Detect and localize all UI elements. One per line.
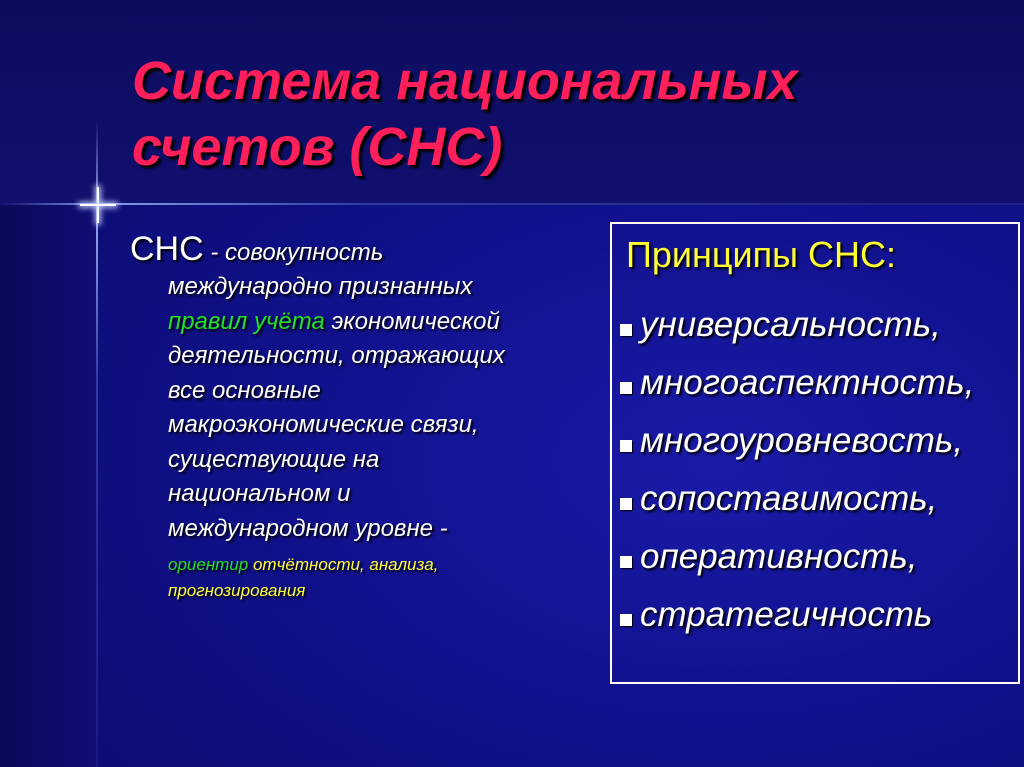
- definition-line: макроэкономические связи,: [168, 411, 479, 438]
- definition-line: деятельности, отражающих: [168, 342, 505, 369]
- definition-block: [130, 232, 600, 604]
- principle-label: многоаспектность,: [640, 363, 975, 402]
- list-item: [620, 586, 974, 644]
- definition-line-rest: экономической: [324, 307, 500, 335]
- title-line-1: Система национальных: [132, 51, 798, 111]
- slide-title: [132, 48, 992, 180]
- square-bullet-icon: [620, 440, 632, 452]
- definition-line: международном уровне -: [168, 514, 448, 542]
- principle-label: оперативность,: [640, 537, 918, 576]
- principle-label: многоуровневость,: [640, 421, 964, 460]
- note-yellow-2: прогнозирования: [168, 581, 306, 600]
- definition-line: международно признанных: [168, 273, 473, 300]
- principles-list: [620, 296, 974, 644]
- list-item: [620, 528, 974, 586]
- list-item: [620, 354, 974, 412]
- horizontal-divider: [0, 203, 1024, 205]
- definition-lead: - совокупность: [203, 239, 384, 266]
- definition-term: СНС: [130, 230, 204, 268]
- list-item: [620, 412, 974, 470]
- definition-lead-line: [130, 232, 600, 270]
- square-bullet-icon: [620, 614, 632, 626]
- note-yellow: отчётности, анализа,: [248, 555, 439, 574]
- definition-note: [168, 552, 600, 604]
- principle-label: сопоставимость,: [640, 479, 938, 518]
- principles-title: Принципы СНС:: [626, 234, 896, 275]
- principle-label: стратегичность: [640, 595, 933, 634]
- square-bullet-icon: [620, 556, 632, 568]
- definition-line: [168, 305, 600, 340]
- definition-highlight: правил учёта: [168, 307, 325, 335]
- principle-label: универсальность,: [640, 305, 941, 344]
- definition-body: [130, 270, 600, 604]
- list-item: [620, 470, 974, 528]
- square-bullet-icon: [620, 498, 632, 510]
- sparkle-icon: [80, 187, 116, 223]
- definition-line: существующие на: [168, 445, 380, 473]
- square-bullet-icon: [620, 382, 632, 394]
- definition-line: все основные: [168, 376, 321, 404]
- square-bullet-icon: [620, 324, 632, 336]
- left-band: [0, 205, 97, 767]
- list-item: [620, 296, 974, 354]
- note-green: ориентир: [168, 555, 249, 574]
- principles-box: [610, 222, 1020, 684]
- title-line-2: счетов (СНС): [132, 117, 503, 177]
- definition-line: национальном и: [168, 480, 351, 507]
